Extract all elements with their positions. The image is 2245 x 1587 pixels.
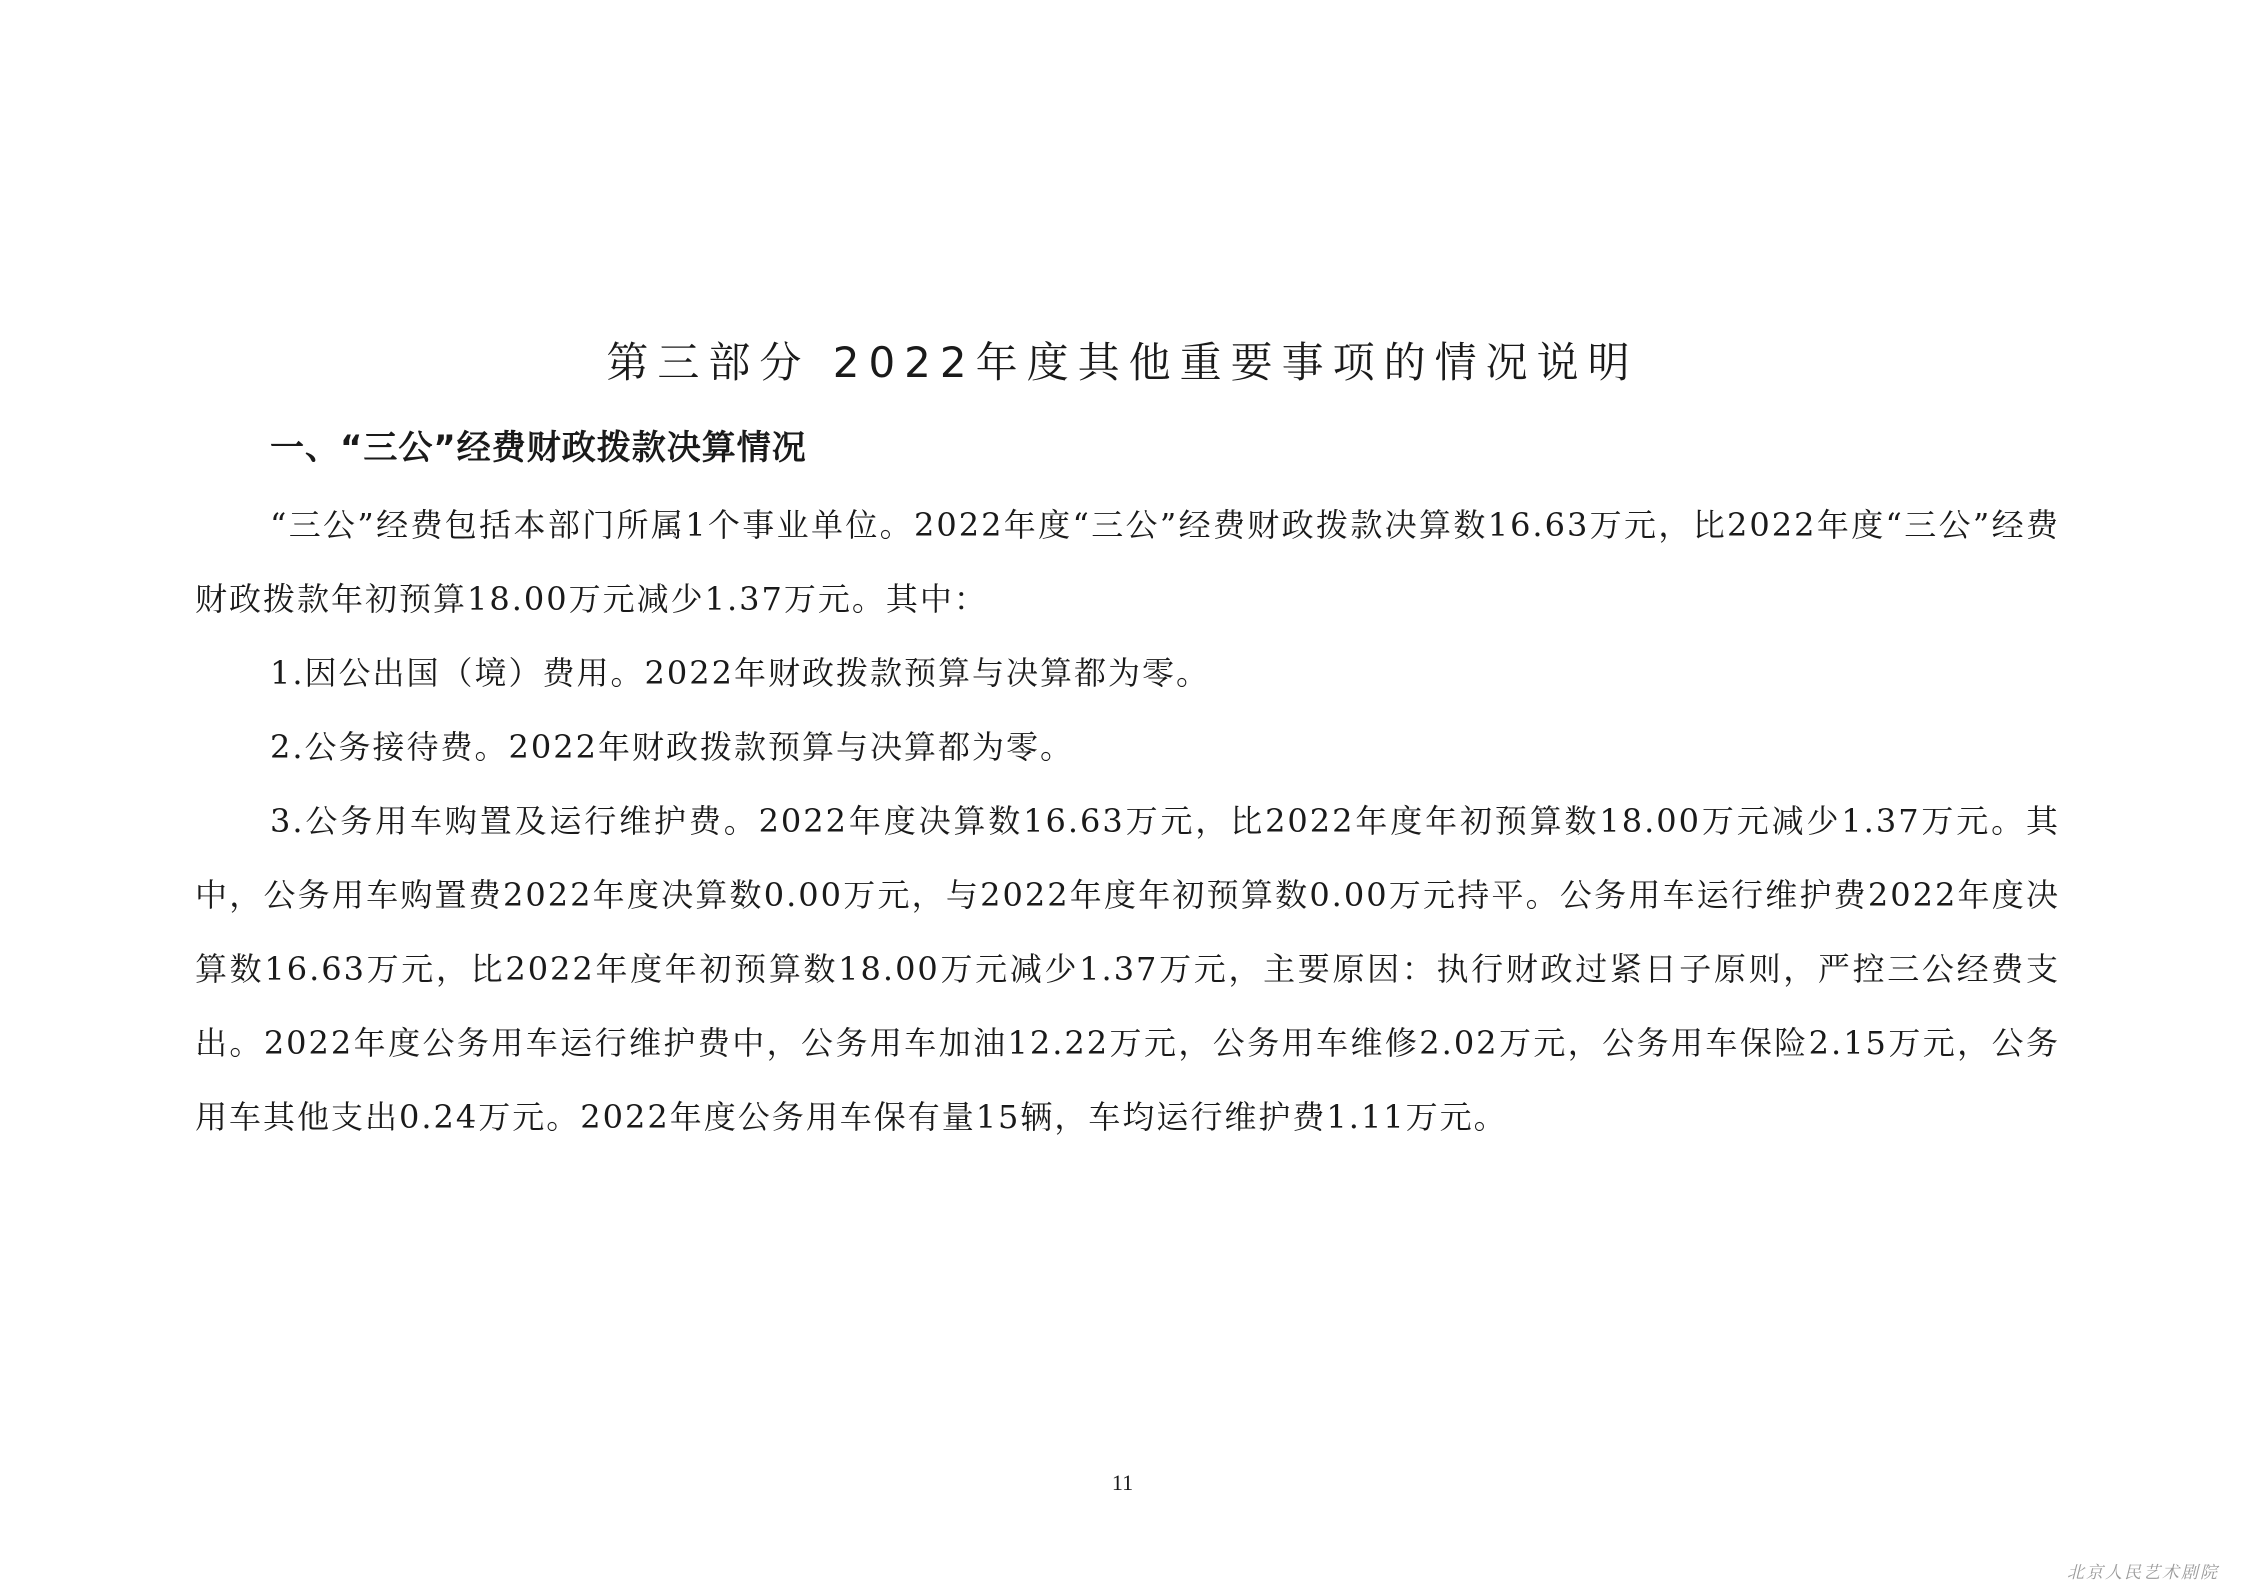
- list-item-vehicle-costs: 3.公务用车购置及运行维护费。2022年度决算数16.63万元，比2022年度年初预算数18.00万元减少1.37万元。其中，公务用车购置费2022年度决算数0.00万元，与2022年度年初预算数0.00万元持平。公务用车运行维护费2022年度决算数16.63万元，比2022年度年初预算数18.00万元减少1.37万元，主要原因：执行财政过紧日子原则，严控三公经费支出。2022年度公务用车运行维护费中，公务用车加油12.22万元，公务用车维修2.02万元，公务用车保险2.15万元，公务用车其他支出0.24万元。2022年度公务用车保有量15辆，车均运行维护费1.11万元。: [195, 802, 2060, 1136]
- paragraph-intro: “三公”经费包括本部门所属1个事业单位。2022年度“三公”经费财政拨款决算数16.63万元，比2022年度“三公”经费财政拨款年初预算18.00万元减少1.37万元。其中：: [195, 506, 2060, 618]
- watermark: 北京人民艺术剧院: [2067, 1563, 2219, 1583]
- section-heading: 一、“三公”经费财政拨款决算情况: [270, 428, 807, 468]
- page-number: 11: [1111, 1470, 1134, 1495]
- page-title: 第三部分 2022年度其他重要事项的情况说明: [606, 338, 1639, 387]
- list-item-reception: 2.公务接待费。2022年财政拨款预算与决算都为零。: [270, 728, 1074, 766]
- list-item-overseas-travel: 1.因公出国（境）费用。2022年财政拨款预算与决算都为零。: [270, 654, 1210, 692]
